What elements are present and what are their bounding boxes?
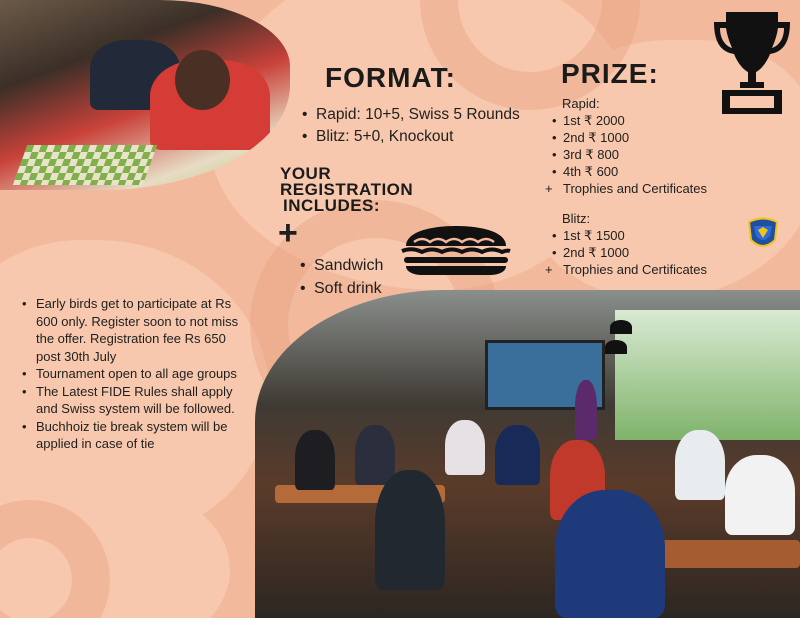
blitz-extra [545,261,707,278]
trophy-icon [712,8,792,116]
format-item: • Rapid: 10+5, Swiss 5 Rounds [300,104,520,126]
registration-heading-line: INCLUDES: [283,196,381,215]
prize-item: • 1st ₹ 1500 [545,227,707,244]
note-item: • Tournament open to all age groups [20,365,240,383]
prize-item: • 3rd ₹ 800 [545,146,707,163]
note-item: • Early birds get to participate at Rs 600 only. Register soon to not miss the offer. Registration fee Rs 650 post 30th July [20,295,240,365]
note-item: • The Latest FIDE Rules shall apply and Swiss system will be followed. [20,383,240,418]
includes-item: • Sandwich [298,254,383,277]
rapid-extra [545,180,707,197]
blitz-prizes [545,210,707,278]
format-item: • Blitz: 5+0, Knockout [300,126,520,148]
note-item: • Buchhoiz tie break system will be applied in case of tie [20,418,240,453]
notes-list [20,295,240,453]
plus-symbol: + [545,262,553,277]
blitz-label: Blitz: [562,211,591,226]
includes-list [298,254,383,300]
sandwich-icon [400,224,512,276]
rapid-prizes [545,95,707,197]
badge-logo [745,216,781,252]
rapid-extra-text: Trophies and Certificates [563,181,708,196]
format-heading: FORMAT: [325,62,456,93]
prize-item: • 2nd ₹ 1000 [545,129,707,146]
format-list [300,104,520,148]
registration-heading-line: REGISTRATION [280,180,414,199]
prize-item: • 2nd ₹ 1000 [545,244,707,261]
registration-heading [280,166,413,214]
prize-item: • 4th ₹ 600 [545,163,707,180]
blitz-extra-text: Trophies and Certificates [563,262,708,277]
includes-item: • Soft drink [298,277,383,300]
prize-heading: PRIZE: [561,58,659,89]
plus-symbol: + [545,181,553,196]
prize-item: • 1st ₹ 2000 [545,112,707,129]
plus-icon: + [278,214,298,252]
tournament-hall-photo [255,290,800,618]
rapid-label: Rapid: [562,96,600,111]
registration-heading-line: YOUR [280,164,332,183]
